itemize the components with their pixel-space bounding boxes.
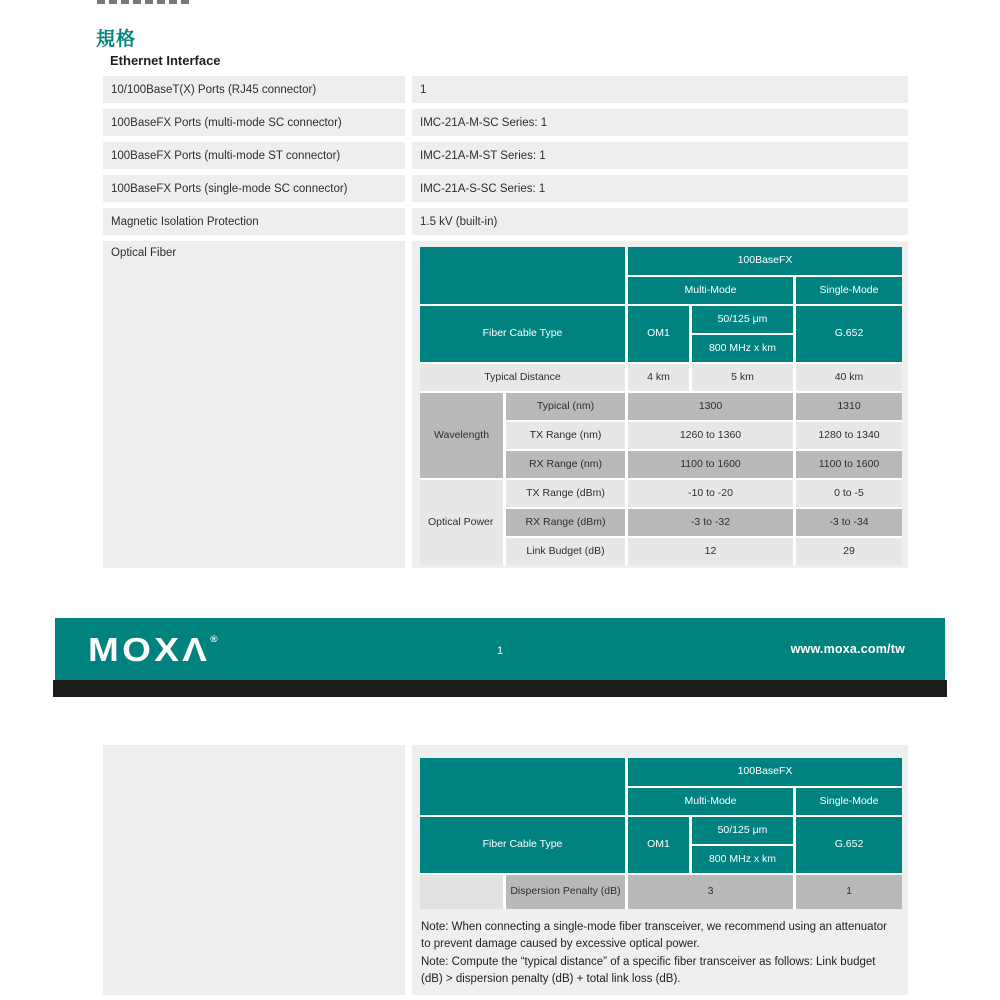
row-label-tx-range-nm: TX Range (nm) bbox=[506, 422, 625, 449]
spec-label: 100BaseFX Ports (single-mode SC connector) bbox=[103, 175, 405, 202]
value-rx-dbm-single: -3 to -34 bbox=[796, 509, 902, 536]
spec-value: 1.5 kV (built-in) bbox=[412, 208, 908, 235]
notes-block bbox=[412, 909, 903, 988]
dispersion-table bbox=[420, 758, 902, 909]
moxa-logo-text: MOXΛ bbox=[88, 630, 211, 668]
value-rx-nm-single: 1100 to 1600 bbox=[796, 451, 902, 478]
value-tx-dbm-multi: -10 to -20 bbox=[628, 480, 793, 507]
value-dispersion-multi: 3 bbox=[628, 875, 793, 909]
registered-mark: ® bbox=[210, 633, 218, 644]
header-g652: G.652 bbox=[796, 817, 902, 873]
value-link-budget-single: 29 bbox=[796, 538, 902, 565]
value-tx-dbm-single: 0 to -5 bbox=[796, 480, 902, 507]
value-distance-single: 40 km bbox=[796, 364, 902, 391]
header-single-mode: Single-Mode bbox=[796, 788, 902, 815]
website-link[interactable]: www.moxa.com/tw bbox=[790, 642, 905, 656]
fiber-spec-table bbox=[420, 247, 902, 565]
value-distance-om1: 4 km bbox=[628, 364, 689, 391]
header-100basefx: 100BaseFX bbox=[628, 758, 902, 786]
value-rx-dbm-multi: -3 to -32 bbox=[628, 509, 793, 536]
corner-cell bbox=[420, 247, 625, 304]
value-typical-nm-multi: 1300 bbox=[628, 393, 793, 420]
spec-row bbox=[103, 175, 908, 202]
header-multi-mode: Multi-Mode bbox=[628, 788, 793, 815]
page-number: 1 bbox=[496, 645, 504, 657]
value-tx-nm-multi: 1260 to 1360 bbox=[628, 422, 793, 449]
header-om1: OM1 bbox=[628, 306, 689, 362]
value-typical-nm-single: 1310 bbox=[796, 393, 902, 420]
spec-row bbox=[103, 142, 908, 169]
row-label-link-budget: Link Budget (dB) bbox=[506, 538, 625, 565]
row-label-typical-distance: Typical Distance bbox=[420, 364, 625, 391]
header-om1: OM1 bbox=[628, 817, 689, 873]
group-label-wavelength: Wavelength bbox=[420, 393, 503, 478]
value-rx-nm-multi: 1100 to 1600 bbox=[628, 451, 793, 478]
header-bandwidth: 800 MHz x km bbox=[692, 846, 793, 873]
spec-label: 100BaseFX Ports (multi-mode ST connector) bbox=[103, 142, 405, 169]
value-tx-nm-single: 1280 to 1340 bbox=[796, 422, 902, 449]
note-attenuator: Note: When connecting a single-mode fiber transceiver, we recommend using an attenuator to prevent damage caused by excessive optical power. bbox=[421, 921, 888, 951]
spec-label: Optical Fiber bbox=[103, 241, 405, 568]
clipped-text-fragment bbox=[97, 0, 193, 4]
spec-list bbox=[103, 76, 908, 574]
empty-cell bbox=[420, 875, 503, 909]
value-dispersion-single: 1 bbox=[796, 875, 902, 909]
spec-value: IMC-21A-M-ST Series: 1 bbox=[412, 142, 908, 169]
row-label-tx-range-dbm: TX Range (dBm) bbox=[506, 480, 625, 507]
row-label-dispersion-penalty: Dispersion Penalty (dB) bbox=[506, 875, 625, 909]
header-core-size: 50/125 μm bbox=[692, 817, 793, 844]
page-footer bbox=[55, 618, 945, 680]
section-title: 規格 bbox=[96, 29, 137, 50]
header-core-size: 50/125 μm bbox=[692, 306, 793, 333]
header-fiber-cable-type: Fiber Cable Type bbox=[420, 306, 625, 362]
optical-fiber-continued-panel bbox=[412, 745, 908, 995]
header-multi-mode: Multi-Mode bbox=[628, 277, 793, 304]
value-link-budget-multi: 12 bbox=[628, 538, 793, 565]
note-typical-distance: Note: Compute the “typical distance” of a specific fiber transceiver as follows: Link budget (dB) > dispersion penalty (dB) + total link loss (dB). bbox=[421, 955, 876, 985]
value-distance-core: 5 km bbox=[692, 364, 793, 391]
spec-row bbox=[103, 109, 908, 136]
optical-fiber-continued-label-cell bbox=[103, 745, 405, 995]
header-single-mode: Single-Mode bbox=[796, 277, 902, 304]
spec-row bbox=[103, 76, 908, 103]
corner-cell bbox=[420, 758, 625, 815]
optical-fiber-panel bbox=[412, 241, 908, 568]
header-g652: G.652 bbox=[796, 306, 902, 362]
header-bandwidth: 800 MHz x km bbox=[692, 335, 793, 362]
spec-label: 100BaseFX Ports (multi-mode SC connector) bbox=[103, 109, 405, 136]
group-label-optical-power: Optical Power bbox=[420, 480, 503, 565]
spec-label: Magnetic Isolation Protection bbox=[103, 208, 405, 235]
spec-value: IMC-21A-M-SC Series: 1 bbox=[412, 109, 908, 136]
spec-row-optical-fiber bbox=[103, 241, 908, 568]
header-100basefx: 100BaseFX bbox=[628, 247, 902, 275]
spec-row bbox=[103, 208, 908, 235]
group-title: Ethernet Interface bbox=[110, 53, 221, 68]
footer-shadow-bar bbox=[53, 680, 947, 697]
spec-value: 1 bbox=[412, 76, 908, 103]
spec-label: 10/100BaseT(X) Ports (RJ45 connector) bbox=[103, 76, 405, 103]
header-fiber-cable-type: Fiber Cable Type bbox=[420, 817, 625, 873]
spec-value: IMC-21A-S-SC Series: 1 bbox=[412, 175, 908, 202]
row-label-typical-nm: Typical (nm) bbox=[506, 393, 625, 420]
row-label-rx-range-nm: RX Range (nm) bbox=[506, 451, 625, 478]
row-label-rx-range-dbm: RX Range (dBm) bbox=[506, 509, 625, 536]
